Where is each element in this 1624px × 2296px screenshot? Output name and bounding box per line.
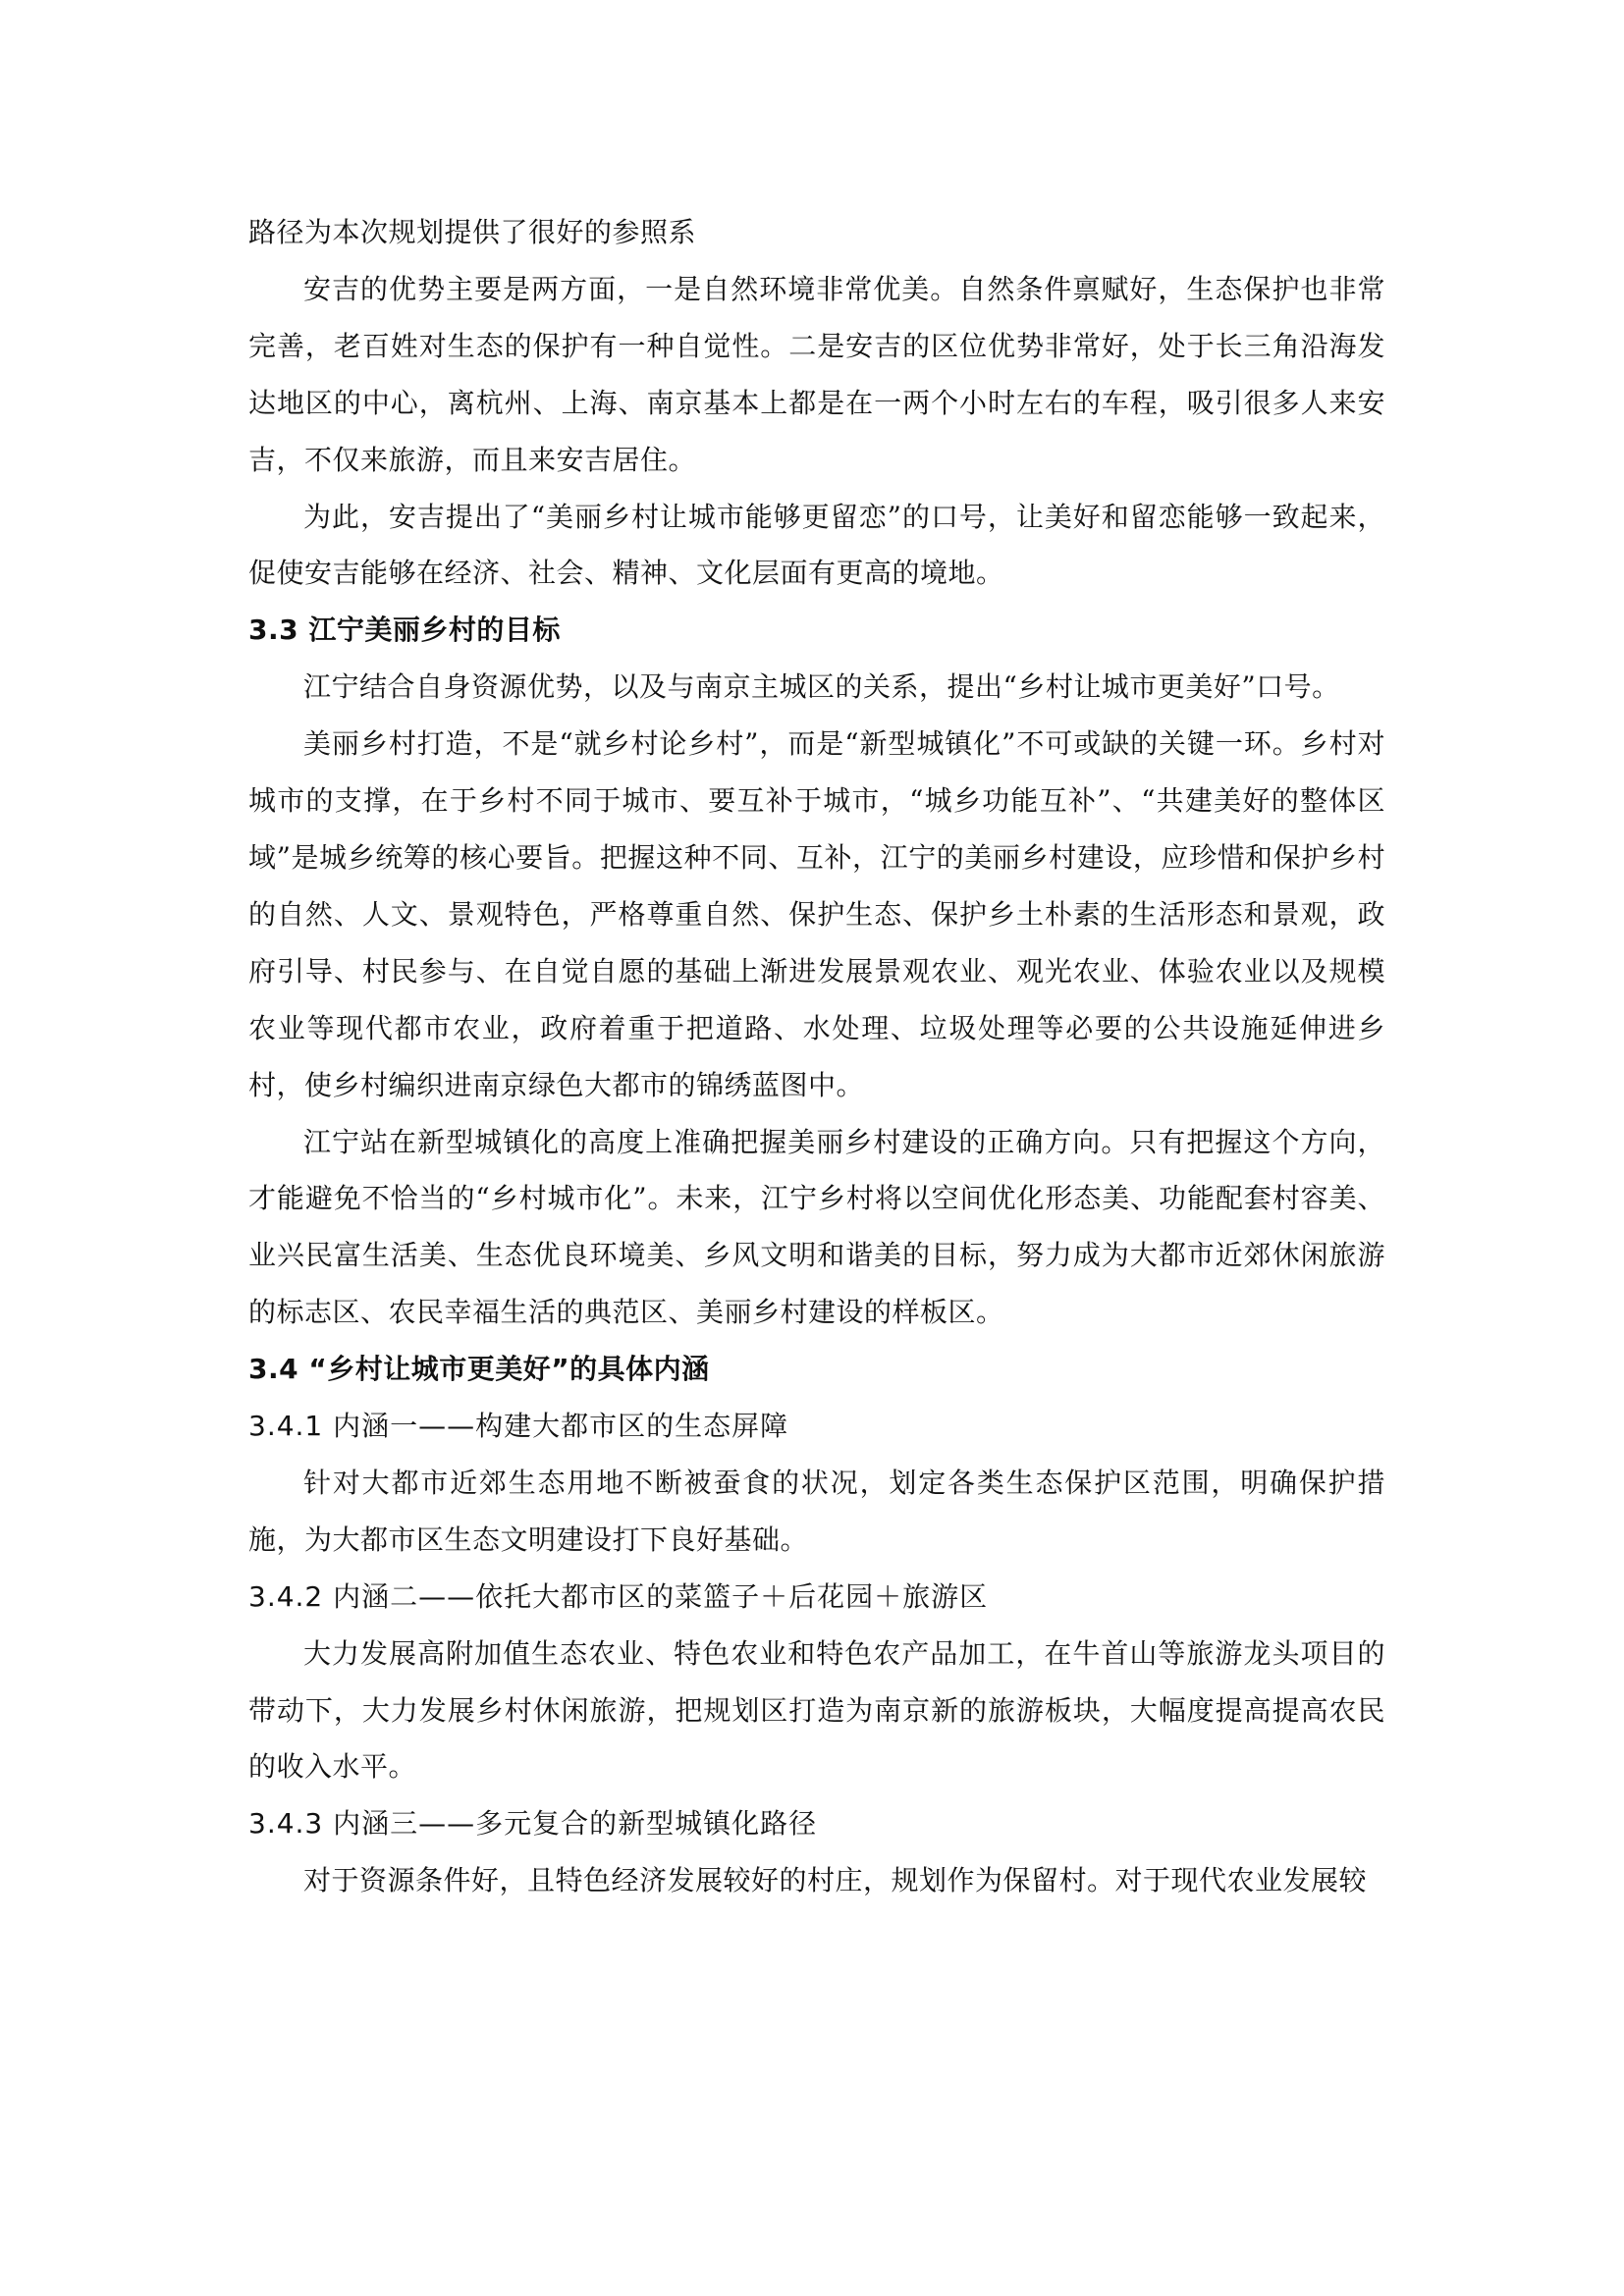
paragraph-agriculture-tourism: 大力发展高附加值生态农业、特色农业和特色农产品加工，在牛首山等旅游龙头项目的带动下，大力发展乡村休闲旅游，把规划区打造为南京新的旅游板块，大幅度提高提高农民的收入水平。: [248, 1636, 1385, 1784]
subsection-heading-3-4-3: 3.4.3 内涵三——多元复合的新型城镇化路径: [248, 1807, 818, 1841]
section-heading-3-3: 3.3 江宁美丽乡村的目标: [248, 614, 561, 647]
page-body: [248, 204, 1385, 1909]
paragraph-intro-continuation: 路径为本次规划提供了很好的参照系: [248, 216, 697, 248]
paragraph-anji-advantages: 安吉的优势主要是两方面，一是自然环境非常优美。自然条件禀赋好，生态保护也非常完善，老百姓对生态的保护有一种自觉性。二是安吉的区位优势非常好，处于长三角沿海发达地区的中心，离杭州、上海、南京基本上都是在一两个小时左右的车程，吸引很多人来安吉，不仅来旅游，而且来安吉居住。: [248, 272, 1385, 476]
paragraph-ecological-barrier: 针对大都市近郊生态用地不断被蚕食的状况，划定各类生态保护区范围，明确保护措施，为大都市区生态文明建设打下良好基础。: [248, 1466, 1385, 1556]
subsection-heading-3-4-1: 3.4.1 内涵一——构建大都市区的生态屏障: [248, 1410, 789, 1443]
paragraph-urbanization-path: 对于资源条件好，且特色经济发展较好的村庄，规划作为保留村。对于现代农业发展较: [303, 1864, 1368, 1897]
section-heading-3-4: 3.4 “乡村让城市更美好”的具体内涵: [248, 1353, 710, 1386]
paragraph-anji-slogan: 为此，安吉提出了“美丽乡村让城市能够更留恋”的口号，让美好和留恋能够一致起来，促使安吉能够在经济、社会、精神、文化层面有更高的境地。: [248, 500, 1385, 590]
subsection-heading-3-4-2: 3.4.2 内涵二——依托大都市区的菜篮子＋后花园＋旅游区: [248, 1579, 989, 1613]
paragraph-jiangning-direction: 江宁站在新型城镇化的高度上准确把握美丽乡村建设的正确方向。只有把握这个方向，才能避免不恰当的“乡村城市化”。未来，江宁乡村将以空间优化形态美、功能配套村容美、业兴民富生活美、生态优良环境美、乡风文明和谐美的目标，努力成为大都市近郊休闲旅游的标志区、农民幸福生活的典范区、美丽乡村建设的样板区。: [248, 1125, 1385, 1329]
paragraph-beautiful-village-building: 美丽乡村打造，不是“就乡村论乡村”，而是“新型城镇化”不可或缺的关键一环。乡村对城市的支撑，在于乡村不同于城市、要互补于城市，“城乡功能互补”、“共建美好的整体区域”是城乡统筹的核心要旨。把握这种不同、互补，江宁的美丽乡村建设，应珍惜和保护乡村的自然、人文、景观特色，严格尊重自然、保护生态、保护乡土朴素的生活形态和景观，政府引导、村民参与、在自觉自愿的基础上渐进发展景观农业、观光农业、体验农业以及规模农业等现代都市农业，政府着重于把道路、水处理、垃圾处理等必要的公共设施延伸进乡村，使乡村编织进南京绿色大都市的锦绣蓝图中。: [248, 727, 1385, 1101]
paragraph-jiangning-slogan: 江宁结合自身资源优势，以及与南京主城区的关系，提出“乡村让城市更美好”口号。: [303, 670, 1340, 704]
